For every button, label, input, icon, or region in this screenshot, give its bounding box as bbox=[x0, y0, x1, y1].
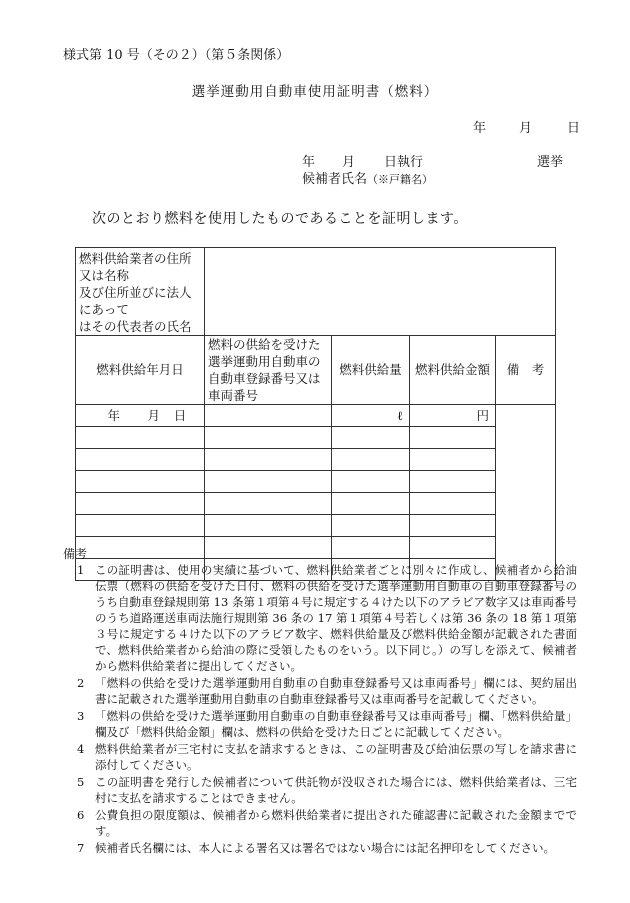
quantity-cell[interactable] bbox=[332, 515, 410, 537]
vehicle-number-cell[interactable] bbox=[205, 493, 332, 515]
candidate-note: （※戸籍名） bbox=[367, 173, 434, 186]
col-header-remarks: 備 考 bbox=[496, 336, 556, 405]
amount-cell[interactable] bbox=[410, 471, 496, 493]
note-item bbox=[77, 708, 577, 740]
supply-date-cell[interactable] bbox=[76, 537, 205, 559]
vehicle-header-line: 選挙運動用自動車の bbox=[208, 354, 321, 369]
note-number: 2 bbox=[77, 676, 85, 690]
supply-date-cell[interactable] bbox=[76, 471, 205, 493]
quantity-cell[interactable] bbox=[332, 537, 410, 559]
note-item bbox=[77, 741, 577, 773]
election-name-label: 選挙 bbox=[537, 155, 564, 170]
note-text: 「燃料の供給を受けた選挙運動用自動車の自動車登録番号又は車両番号」欄には、契約届出書に記載された選挙運動用自動車の自動車登録番号又は車両番号を記載してください。 bbox=[95, 676, 577, 706]
note-number: 4 bbox=[77, 742, 85, 756]
note-text: 燃料供給業者が三宅村に支払を請求するときは、この証明書及び給油伝票の写しを請求書に添付してください。 bbox=[95, 742, 577, 772]
note-text: 公費負担の限度額は、候補者から燃料供給業者に提出された確認書に記載された金額までです。 bbox=[95, 808, 577, 838]
supplier-label-line: 燃料供給業者の住所又は名称 bbox=[79, 251, 192, 283]
note-number: 1 bbox=[77, 563, 85, 577]
amount-cell[interactable] bbox=[410, 449, 496, 471]
supply-date-cell[interactable] bbox=[76, 405, 205, 427]
table-row bbox=[76, 537, 556, 559]
note-text: この証明書は、使用の実績に基づいて、燃料供給業者ごとに別々に作成し、候補者から給油伝票（燃料の供給を受けた日付、燃料の供給を受けた選挙運動用自動車の自動車登録番号のうち自動車登録規則第 13 条第１項第４号に規定する４けた以下のアラビア数字又は車両番号のうち道路運送車両法施行規則第 36 条の 17 第１項第４号若しくは第 36 条の 18 第１項第３号に規定する４けた以下のアラビア数字、燃料供給量及び燃料供給金額が記載された書面で、燃料供給業者から給油の際に受領したものをいう。以下同じ。）の写しを添えて、候補者から燃料供給業者に提出してください。 bbox=[95, 563, 577, 673]
notes-list bbox=[77, 562, 577, 857]
col-header-quantity: 燃料供給量 bbox=[332, 336, 410, 405]
issue-date bbox=[473, 117, 580, 136]
amount-cell[interactable] bbox=[410, 427, 496, 449]
amount-cell[interactable] bbox=[410, 493, 496, 515]
note-item bbox=[77, 774, 577, 806]
table-row bbox=[76, 449, 556, 471]
election-month-label: 月 bbox=[342, 155, 356, 170]
note-number: 7 bbox=[77, 841, 85, 855]
election-year-label: 年 bbox=[302, 155, 316, 170]
col-header-vehicle bbox=[205, 336, 332, 405]
header-row bbox=[76, 336, 556, 405]
table-row bbox=[76, 493, 556, 515]
vehicle-header-line: 車両番号 bbox=[208, 388, 259, 403]
quantity-cell[interactable] bbox=[332, 471, 410, 493]
quantity-cell[interactable] bbox=[332, 427, 410, 449]
notes-heading: 備考 bbox=[63, 547, 88, 561]
note-number: 6 bbox=[77, 808, 85, 822]
quantity-cell[interactable] bbox=[332, 493, 410, 515]
yen-unit: 円 bbox=[476, 407, 489, 423]
election-day-held-label: 日執行 bbox=[384, 155, 424, 170]
remarks-cell[interactable] bbox=[496, 405, 556, 581]
date-month-label: 月 bbox=[519, 121, 533, 136]
note-item bbox=[77, 807, 577, 839]
note-text: 「燃料の供給を受けた選挙運動用自動車の自動車登録番号又は車両番号」欄、「燃料供給量」欄及び「燃料供給金額」欄は、燃料の供給を受けた日ごとに記載してください。 bbox=[95, 709, 577, 739]
certification-statement: 次のとおり燃料を使用したものであることを証明します。 bbox=[92, 211, 468, 227]
vehicle-number-cell[interactable] bbox=[205, 449, 332, 471]
form-number: 様式第 10 号（その２）（第５条関係） bbox=[63, 48, 290, 63]
supplier-label-line: はその代表者の氏名 bbox=[79, 319, 192, 334]
note-number: 3 bbox=[77, 709, 85, 723]
supplier-label-line: 及び住所並びに法人にあって bbox=[79, 285, 192, 317]
fuel-usage-table bbox=[75, 247, 556, 581]
vehicle-number-cell[interactable] bbox=[205, 427, 332, 449]
supply-date-cell[interactable] bbox=[76, 449, 205, 471]
col-header-amount: 燃料供給金額 bbox=[410, 336, 496, 405]
vehicle-header-line: 燃料の供給を受けた bbox=[208, 337, 321, 352]
table-row bbox=[76, 405, 556, 427]
vehicle-number-cell[interactable] bbox=[205, 515, 332, 537]
row-year-label: 年 bbox=[107, 407, 120, 423]
col-header-date: 燃料供給年月日 bbox=[76, 336, 205, 405]
vehicle-number-cell[interactable] bbox=[205, 537, 332, 559]
date-year-label: 年 bbox=[473, 121, 487, 136]
supply-date-cell[interactable] bbox=[76, 427, 205, 449]
row-month-label: 月 bbox=[147, 407, 160, 423]
note-text: 候補者氏名欄には、本人による署名又は署名ではない場合には記名押印をしてください。 bbox=[95, 841, 555, 855]
vehicle-header-line: 自動車登録番号又は bbox=[208, 371, 321, 386]
supplier-label-cell bbox=[76, 248, 205, 336]
vehicle-number-cell[interactable] bbox=[205, 405, 332, 427]
supplier-value-cell[interactable] bbox=[205, 248, 556, 336]
note-number: 5 bbox=[77, 775, 85, 789]
table-row bbox=[76, 515, 556, 537]
supply-date-cell[interactable] bbox=[76, 493, 205, 515]
note-text: この証明書を発行した候補者について供託物が没収された場合には、燃料供給業者は、三宅村に支払を請求することはできません。 bbox=[95, 775, 577, 805]
note-item bbox=[77, 562, 577, 674]
liter-unit: ℓ bbox=[397, 407, 403, 423]
table-row bbox=[76, 427, 556, 449]
quantity-cell[interactable] bbox=[332, 449, 410, 471]
supply-date-cell[interactable] bbox=[76, 515, 205, 537]
vehicle-number-cell[interactable] bbox=[205, 471, 332, 493]
date-day-label: 日 bbox=[567, 121, 581, 136]
supplier-row bbox=[76, 248, 556, 336]
table-row bbox=[76, 471, 556, 493]
candidate-label: 候補者氏名 bbox=[302, 172, 368, 187]
row-day-label: 日 bbox=[173, 407, 187, 423]
note-item bbox=[77, 675, 577, 707]
amount-cell[interactable] bbox=[410, 537, 496, 559]
amount-cell[interactable] bbox=[410, 515, 496, 537]
candidate-name-field bbox=[302, 168, 433, 187]
quantity-cell[interactable] bbox=[332, 405, 410, 427]
amount-cell[interactable] bbox=[410, 405, 496, 427]
document-title: 選挙運動用自動車使用証明書（燃料） bbox=[191, 84, 439, 100]
note-item bbox=[77, 840, 577, 856]
